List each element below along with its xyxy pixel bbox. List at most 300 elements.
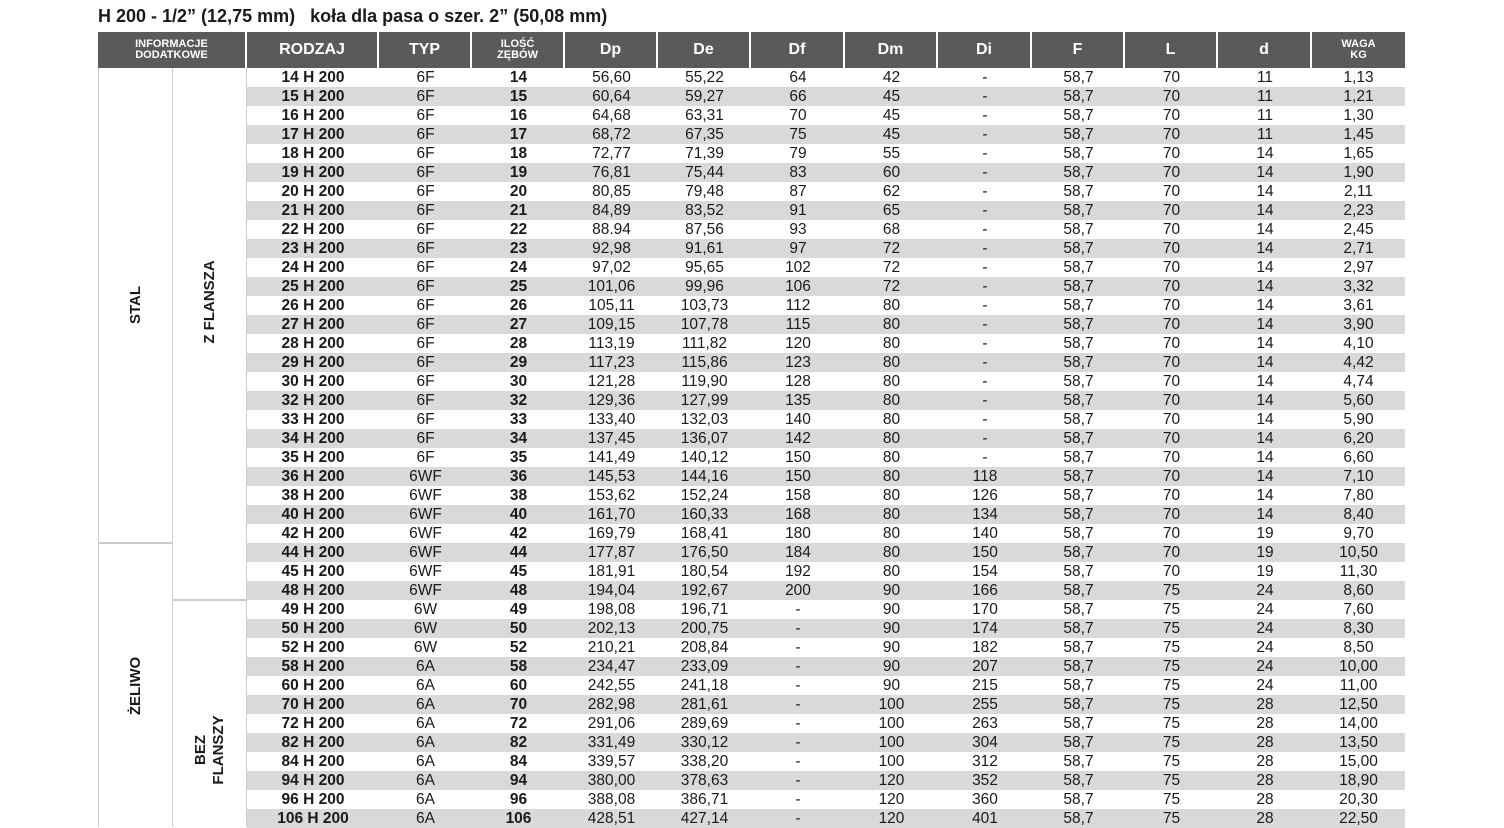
header-info-line1: INFORMACJE <box>135 38 208 50</box>
table-row <box>247 714 1405 733</box>
cell-df: 106 <box>785 278 811 295</box>
table-row <box>247 201 1405 220</box>
cell-waga: 10,50 <box>1339 544 1378 561</box>
cell-typ: 6F <box>416 145 435 162</box>
cell-di: - <box>982 126 988 143</box>
cell-de: 176,50 <box>680 544 729 561</box>
cell-zebow: 58 <box>509 658 528 675</box>
table-row <box>247 125 1405 144</box>
cell-de: 281,61 <box>680 696 729 713</box>
cell-dm: 80 <box>882 335 901 352</box>
table-row <box>247 676 1405 695</box>
cell-df: 120 <box>785 335 811 352</box>
cell-typ: 6A <box>416 677 435 694</box>
cell-rodzaj: 26 H 200 <box>281 297 345 314</box>
cell-d: 24 <box>1256 620 1274 637</box>
cell-zebow: 29 <box>509 354 528 371</box>
header-dm: Dm <box>845 32 938 68</box>
table-row <box>247 372 1405 391</box>
cell-zebow: 32 <box>509 392 528 409</box>
cell-dm: 120 <box>878 772 905 789</box>
cell-df: 158 <box>785 487 811 504</box>
cell-dp: 84,89 <box>592 202 631 219</box>
cell-zebow: 72 <box>509 715 528 732</box>
cell-df: 115 <box>785 316 811 333</box>
cell-typ: 6W <box>413 639 438 656</box>
cell-rodzaj: 18 H 200 <box>281 145 345 162</box>
cell-dp: 76,81 <box>592 164 631 181</box>
table-row <box>247 657 1405 676</box>
table-row <box>247 258 1405 277</box>
cell-f: 58,7 <box>1063 88 1094 105</box>
cell-waga: 3,32 <box>1343 278 1374 295</box>
cell-dm: 72 <box>882 259 901 276</box>
cell-rodzaj: 49 H 200 <box>281 601 345 618</box>
cell-l: 75 <box>1162 772 1181 789</box>
cell-f: 58,7 <box>1063 392 1094 409</box>
cell-di: - <box>982 449 988 466</box>
cell-de: 59,27 <box>685 88 724 105</box>
cell-waga: 12,50 <box>1339 696 1378 713</box>
header-zebow <box>472 32 565 68</box>
cell-dm: 90 <box>882 639 901 656</box>
table-row <box>247 486 1405 505</box>
cell-dp: 88.94 <box>592 221 631 238</box>
cell-rodzaj: 58 H 200 <box>281 658 345 675</box>
cell-d: 28 <box>1256 753 1274 770</box>
cell-dp: 161,70 <box>587 506 636 523</box>
header-info-line2: DODATKOWE <box>135 49 208 61</box>
cell-l: 70 <box>1162 525 1181 542</box>
cell-d: 14 <box>1256 487 1274 504</box>
cell-df: 75 <box>789 126 807 143</box>
cell-zebow: 40 <box>509 506 528 523</box>
cell-dm: 55 <box>882 145 901 162</box>
cell-rodzaj: 94 H 200 <box>281 772 345 789</box>
table-row <box>247 429 1405 448</box>
cell-di: 182 <box>972 639 998 656</box>
cell-typ: 6F <box>416 297 435 314</box>
cell-d: 19 <box>1256 544 1274 561</box>
cell-d: 14 <box>1256 259 1274 276</box>
cell-dp: 113,19 <box>588 335 635 352</box>
group-stal <box>98 68 173 542</box>
cell-l: 75 <box>1162 677 1181 694</box>
cell-d: 24 <box>1256 582 1274 599</box>
cell-rodzaj: 35 H 200 <box>281 449 345 466</box>
cell-d: 28 <box>1256 810 1274 827</box>
cell-di: 170 <box>972 601 998 618</box>
cell-rodzaj: 42 H 200 <box>281 525 345 542</box>
cell-de: 330,12 <box>680 734 729 751</box>
cell-d: 14 <box>1256 506 1274 523</box>
cell-de: 427,14 <box>680 810 729 827</box>
group-bez-line1: BEZ <box>191 735 209 766</box>
cell-de: 208,84 <box>680 639 729 656</box>
cell-rodzaj: 40 H 200 <box>281 506 345 523</box>
cell-df: 97 <box>789 240 807 257</box>
cell-de: 200,75 <box>680 620 729 637</box>
table-row <box>247 752 1405 771</box>
cell-di: 312 <box>972 753 998 770</box>
cell-de: 386,71 <box>680 791 729 808</box>
cell-dm: 72 <box>882 278 901 295</box>
cell-di: 352 <box>972 772 998 789</box>
cell-l: 75 <box>1162 810 1181 827</box>
cell-dp: 68,72 <box>592 126 631 143</box>
cell-zebow: 84 <box>509 753 528 770</box>
cell-dm: 90 <box>882 658 901 675</box>
cell-di: - <box>982 316 988 333</box>
table-row <box>247 391 1405 410</box>
cell-de: 132,03 <box>680 411 729 428</box>
header-dp: Dp <box>565 32 658 68</box>
cell-dp: 177,87 <box>587 544 636 561</box>
cell-l: 75 <box>1162 696 1181 713</box>
cell-d: 14 <box>1256 183 1274 200</box>
cell-d: 19 <box>1256 525 1274 542</box>
cell-l: 70 <box>1162 107 1181 124</box>
cell-waga: 6,60 <box>1343 449 1374 466</box>
table-row <box>247 581 1405 600</box>
table-row <box>247 182 1405 201</box>
cell-df: 102 <box>785 259 811 276</box>
cell-zebow: 49 <box>509 601 528 618</box>
cell-dp: 331,49 <box>587 734 636 751</box>
cell-di: - <box>982 297 988 314</box>
cell-typ: 6A <box>416 658 435 675</box>
cell-l: 70 <box>1162 487 1181 504</box>
cell-zebow: 19 <box>509 164 528 181</box>
cell-waga: 1,30 <box>1343 107 1374 124</box>
table-row <box>247 68 1405 87</box>
cell-f: 58,7 <box>1063 69 1094 86</box>
cell-d: 11 <box>1256 126 1274 143</box>
group-bez-flanszy <box>173 599 247 827</box>
cell-waga: 11,30 <box>1339 563 1378 580</box>
cell-rodzaj: 82 H 200 <box>281 734 345 751</box>
cell-dp: 282,98 <box>587 696 636 713</box>
cell-f: 58,7 <box>1063 791 1094 808</box>
cell-de: 192,67 <box>680 582 729 599</box>
cell-d: 14 <box>1256 202 1274 219</box>
cell-dp: 117,23 <box>588 354 635 371</box>
table-row <box>247 695 1405 714</box>
cell-f: 58,7 <box>1063 411 1094 428</box>
cell-dm: 80 <box>882 449 901 466</box>
cell-df: - <box>795 810 801 827</box>
cell-di: - <box>982 164 988 181</box>
cell-rodzaj: 29 H 200 <box>281 354 345 371</box>
cell-typ: 6F <box>416 221 435 238</box>
cell-d: 14 <box>1256 430 1274 447</box>
cell-rodzaj: 22 H 200 <box>281 221 345 238</box>
cell-waga: 6,20 <box>1343 430 1374 447</box>
cell-di: 263 <box>972 715 998 732</box>
cell-waga: 8,60 <box>1343 582 1374 599</box>
cell-zebow: 96 <box>509 791 528 808</box>
cell-de: 107,78 <box>680 316 729 333</box>
cell-de: 152,24 <box>680 487 729 504</box>
cell-dm: 45 <box>882 126 901 143</box>
cell-de: 71,39 <box>685 145 724 162</box>
cell-dm: 80 <box>882 392 901 409</box>
cell-d: 14 <box>1256 468 1274 485</box>
table-row <box>247 790 1405 809</box>
cell-l: 70 <box>1162 183 1181 200</box>
cell-l: 70 <box>1162 221 1181 238</box>
cell-rodzaj: 23 H 200 <box>281 240 345 257</box>
cell-di: - <box>982 145 988 162</box>
cell-di: - <box>982 392 988 409</box>
cell-df: 150 <box>785 468 811 485</box>
cell-dm: 90 <box>882 601 901 618</box>
header-df: Df <box>751 32 845 68</box>
table-row <box>247 144 1405 163</box>
cell-rodzaj: 38 H 200 <box>281 487 345 504</box>
cell-df: 79 <box>789 145 807 162</box>
cell-l: 70 <box>1162 259 1181 276</box>
cell-df: - <box>795 658 801 675</box>
cell-de: 91,61 <box>685 240 724 257</box>
cell-d: 14 <box>1256 449 1274 466</box>
cell-df: 135 <box>785 392 811 409</box>
cell-di: - <box>982 69 988 86</box>
table-row <box>247 106 1405 125</box>
cell-zebow: 60 <box>509 677 528 694</box>
table-row <box>247 619 1405 638</box>
cell-dm: 80 <box>882 525 901 542</box>
cell-d: 28 <box>1256 734 1274 751</box>
cell-df: 192 <box>785 563 811 580</box>
cell-typ: 6W <box>413 620 438 637</box>
cell-dp: 97,02 <box>592 259 631 276</box>
cell-di: 150 <box>972 544 998 561</box>
cell-di: 126 <box>972 487 998 504</box>
cell-zebow: 16 <box>509 107 528 124</box>
cell-df: 150 <box>785 449 811 466</box>
cell-di: 304 <box>972 734 998 751</box>
cell-de: 233,09 <box>680 658 729 675</box>
cell-dm: 90 <box>882 677 901 694</box>
cell-l: 75 <box>1162 715 1181 732</box>
cell-di: 215 <box>972 677 998 694</box>
header-l: L <box>1125 32 1218 68</box>
cell-di: - <box>982 259 988 276</box>
cell-l: 70 <box>1162 164 1181 181</box>
cell-waga: 2,71 <box>1343 240 1374 257</box>
cell-dm: 100 <box>878 696 905 713</box>
cell-df: 128 <box>785 373 811 390</box>
cell-typ: 6F <box>416 259 435 276</box>
cell-zebow: 94 <box>509 772 528 789</box>
group-zeliwo <box>98 542 173 827</box>
cell-dp: 56,60 <box>592 69 631 86</box>
cell-zebow: 82 <box>509 734 528 751</box>
cell-df: 140 <box>785 411 811 428</box>
cell-de: 180,54 <box>680 563 729 580</box>
cell-de: 378,63 <box>680 772 729 789</box>
cell-di: - <box>982 107 988 124</box>
table-row <box>247 334 1405 353</box>
cell-de: 75,44 <box>685 164 724 181</box>
table-row <box>247 448 1405 467</box>
cell-waga: 15,00 <box>1339 753 1378 770</box>
cell-dp: 60,64 <box>592 88 631 105</box>
cell-l: 70 <box>1162 373 1181 390</box>
cell-zebow: 35 <box>509 449 528 466</box>
cell-waga: 22,50 <box>1339 810 1378 827</box>
cell-rodzaj: 60 H 200 <box>281 677 345 694</box>
cell-typ: 6A <box>416 791 435 808</box>
cell-typ: 6F <box>416 354 435 371</box>
cell-dp: 202,13 <box>587 620 636 637</box>
cell-df: - <box>795 715 801 732</box>
cell-zebow: 36 <box>509 468 528 485</box>
cell-df: 93 <box>789 221 807 238</box>
cell-di: - <box>982 221 988 238</box>
table-row <box>247 220 1405 239</box>
cell-dp: 129,36 <box>587 392 636 409</box>
cell-dm: 120 <box>878 791 905 808</box>
cell-waga: 9,70 <box>1343 525 1374 542</box>
cell-waga: 1,65 <box>1343 145 1374 162</box>
cell-d: 14 <box>1256 411 1274 428</box>
cell-d: 14 <box>1256 335 1274 352</box>
cell-l: 70 <box>1162 69 1181 86</box>
cell-df: 168 <box>785 506 811 523</box>
cell-de: 99,96 <box>685 278 724 295</box>
cell-dm: 80 <box>882 430 901 447</box>
cell-df: 91 <box>789 202 807 219</box>
cell-rodzaj: 15 H 200 <box>281 88 345 105</box>
cell-typ: 6F <box>416 88 435 105</box>
cell-dp: 339,57 <box>587 753 636 770</box>
cell-typ: 6F <box>416 278 435 295</box>
cell-zebow: 33 <box>509 411 528 428</box>
cell-dp: 109,15 <box>587 316 636 333</box>
cell-waga: 8,50 <box>1343 639 1374 656</box>
cell-rodzaj: 44 H 200 <box>281 544 345 561</box>
cell-de: 289,69 <box>680 715 729 732</box>
cell-l: 70 <box>1162 145 1181 162</box>
cell-de: 136,07 <box>680 430 729 447</box>
cell-de: 127,99 <box>680 392 729 409</box>
cell-l: 70 <box>1162 316 1181 333</box>
cell-rodzaj: 45 H 200 <box>281 563 345 580</box>
cell-df: 200 <box>785 582 811 599</box>
cell-typ: 6WF <box>409 544 442 561</box>
cell-df: 112 <box>785 297 811 314</box>
cell-dp: 137,45 <box>587 430 636 447</box>
cell-d: 11 <box>1256 107 1274 124</box>
cell-zebow: 50 <box>509 620 528 637</box>
group-stal-label: STAL <box>126 285 144 325</box>
cell-waga: 3,61 <box>1343 297 1374 314</box>
cell-f: 58,7 <box>1063 316 1094 333</box>
header-di: Di <box>938 32 1032 68</box>
cell-typ: 6WF <box>409 506 442 523</box>
cell-di: 166 <box>972 582 998 599</box>
cell-waga: 2,45 <box>1343 221 1374 238</box>
cell-f: 58,7 <box>1063 544 1094 561</box>
cell-waga: 4,10 <box>1343 335 1374 352</box>
cell-dp: 428,51 <box>587 810 636 827</box>
cell-f: 58,7 <box>1063 202 1094 219</box>
group-zeliwo-label: ŻELIWO <box>126 656 144 715</box>
cell-d: 14 <box>1256 221 1274 238</box>
cell-f: 58,7 <box>1063 373 1094 390</box>
cell-waga: 2,11 <box>1343 183 1374 200</box>
cell-dp: 133,40 <box>587 411 636 428</box>
cell-di: - <box>982 278 988 295</box>
cell-dm: 80 <box>882 468 901 485</box>
header-waga-line1: WAGA <box>1341 38 1376 50</box>
cell-rodzaj: 36 H 200 <box>281 468 345 485</box>
cell-waga: 5,90 <box>1343 411 1374 428</box>
cell-dm: 60 <box>882 164 901 181</box>
cell-l: 75 <box>1162 753 1181 770</box>
cell-dm: 68 <box>882 221 901 238</box>
cell-f: 58,7 <box>1063 677 1094 694</box>
table-row <box>247 467 1405 486</box>
cell-df: 184 <box>785 544 811 561</box>
cell-di: 174 <box>972 620 998 637</box>
cell-f: 58,7 <box>1063 525 1094 542</box>
table-row <box>247 638 1405 657</box>
cell-dp: 388,08 <box>587 791 636 808</box>
cell-di: 207 <box>972 658 998 675</box>
cell-waga: 7,60 <box>1343 601 1374 618</box>
cell-typ: 6A <box>416 810 435 827</box>
cell-typ: 6F <box>416 411 435 428</box>
cell-f: 58,7 <box>1063 582 1094 599</box>
cell-typ: 6F <box>416 183 435 200</box>
cell-waga: 8,40 <box>1343 506 1374 523</box>
cell-df: 83 <box>789 164 807 181</box>
cell-typ: 6F <box>416 126 435 143</box>
cell-l: 70 <box>1162 563 1181 580</box>
cell-waga: 2,97 <box>1343 259 1374 276</box>
cell-typ: 6A <box>416 734 435 751</box>
cell-dp: 153,62 <box>587 487 636 504</box>
cell-zebow: 30 <box>509 373 528 390</box>
cell-dm: 80 <box>882 563 901 580</box>
cell-zebow: 48 <box>509 582 528 599</box>
cell-d: 14 <box>1256 392 1274 409</box>
cell-dp: 141,49 <box>587 449 636 466</box>
cell-f: 58,7 <box>1063 240 1094 257</box>
cell-d: 14 <box>1256 278 1274 295</box>
cell-dp: 291,06 <box>587 715 636 732</box>
cell-df: 123 <box>785 354 811 371</box>
cell-f: 58,7 <box>1063 772 1094 789</box>
cell-dp: 210,21 <box>587 639 636 656</box>
cell-dm: 80 <box>882 297 901 314</box>
cell-f: 58,7 <box>1063 126 1094 143</box>
cell-d: 14 <box>1256 240 1274 257</box>
cell-waga: 1,45 <box>1343 126 1374 143</box>
cell-rodzaj: 21 H 200 <box>281 202 345 219</box>
cell-d: 14 <box>1256 164 1274 181</box>
cell-f: 58,7 <box>1063 468 1094 485</box>
cell-dm: 80 <box>882 544 901 561</box>
cell-waga: 1,21 <box>1343 88 1374 105</box>
cell-dm: 100 <box>878 753 905 770</box>
cell-f: 58,7 <box>1063 487 1094 504</box>
cell-l: 70 <box>1162 126 1181 143</box>
cell-dm: 120 <box>878 810 905 827</box>
